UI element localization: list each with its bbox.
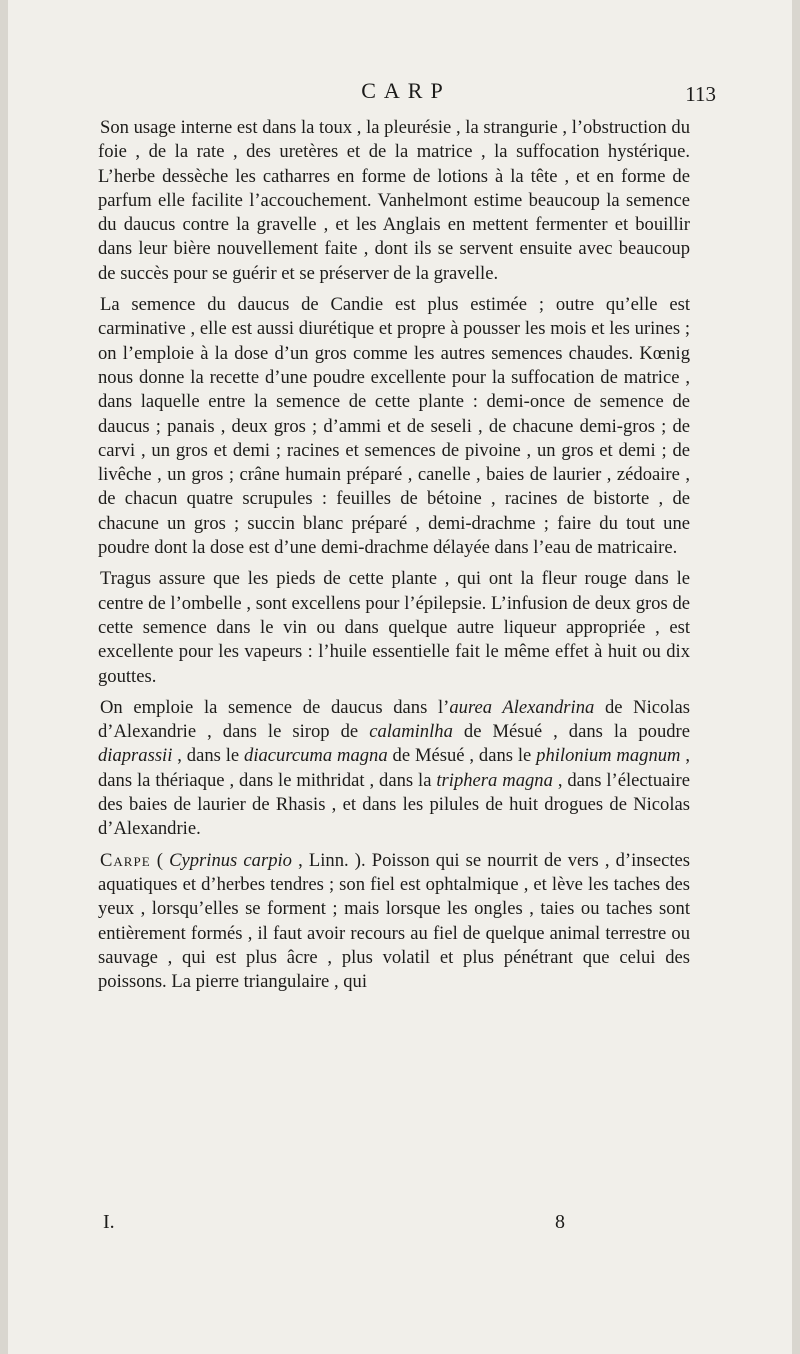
page-number: 113	[685, 82, 716, 106]
signature-mark-left: I.	[103, 1211, 115, 1233]
italic-term: Cyprinus carpio	[169, 849, 292, 871]
paragraph-4	[98, 696, 690, 842]
text-run: , dans la thériaque , dans le mithridat , dans la	[98, 745, 690, 791]
book-page	[8, 0, 792, 1354]
text-run: (	[150, 849, 170, 871]
text-run: de Nicolas d’Alexandrie , dans le sirop de	[98, 696, 690, 743]
italic-term: philonium magnum	[536, 745, 681, 767]
paragraph-1: Son usage interne est dans la toux , la pleurésie , la strangurie , l’obstruction du foie , de la rate , des uretères et de la matrice , la suffocation hystérique. L’herbe dessèche les catharres en forme de lotions à la tête , et en forme de parfum elle facilite l’accouchement. Vanhelmont estime beaucoup la semence du daucus contre la gravelle , et les Anglais en mettent fermenter et bouillir dans leur bière nouvellement faite , dont ils se servent ensuite avec beaucoup de succès pour se guérir et se préserver de la gravelle.	[98, 117, 690, 284]
text-run: , dans l’électuaire des baies de laurier de Rhasis , et dans les pilules de huit drogues de Nicolas d’Alexandrie.	[98, 769, 691, 840]
text-run: On emploie la semence de daucus dans l’	[100, 696, 450, 718]
italic-term: diaprassii	[98, 745, 173, 767]
signature-mark-right: 8	[555, 1211, 565, 1233]
text-run: de Mésué , dans la poudre	[452, 721, 690, 743]
running-head: CARP	[361, 78, 451, 103]
italic-term: triphera magna	[436, 769, 553, 791]
italic-term: diacurcuma magna	[244, 745, 388, 767]
paragraph-3: Tragus assure que les pieds de cette plante , qui ont la fleur rouge dans le centre de l’ombelle , sont excellens pour l’épilepsie. L’infusion de deux gros de cette semence dans le vin ou dans quelque autre liqueur appropriée , est excellente pour les vapeurs : l’huile essentielle fait le même effet à huit ou dix gouttes.	[98, 568, 690, 687]
text-run: , dans le	[172, 745, 245, 767]
body-text	[98, 116, 690, 1001]
paragraph-5	[98, 849, 690, 995]
text-run: de Mésué , dans le	[387, 745, 537, 767]
page-header	[96, 78, 716, 118]
text-run: , Linn. ). Poisson qui se nourrit de vers , d’insectes aquatiques et d’herbes tendres ; son fiel est ophtalmique , et lève les taches des yeux , lorsqu’elles se forment ; mais lorsque les ongles , taies ou taches sont entièrement formés , il faut avoir recours au fiel de quelque animal terrestre ou sauvage , qui est plus âcre , plus volatil et plus pénétrant que celui des poissons. La pierre triangulaire , qui	[98, 849, 690, 993]
entry-headword: Carpe	[100, 849, 151, 871]
page-footer	[103, 1211, 643, 1239]
paragraph-2: La semence du daucus de Candie est plus estimée ; outre qu’elle est carminative , elle est aussi diurétique et propre à pousser les mois et les urines ; on l’emploie à la dose d’un gros comme les autres semences chaudes. Kœnig nous donne la recette d’une poudre excellente pour la suffocation de matrice , dans laquelle entre la semence de cette plante : demi-once de semence de daucus ; panais , deux gros ; d’ammi et de seseli , de chacune demi-gros ; de carvi , un gros et demi ; racines et semences de pivoine , un gros et demi ; de livêche , un gros ; crâne humain préparé , canelle , baies de laurier , zédoaire , de chacun quatre scrupules : feuilles de bétoine , racines de bistorte , de chacune un gros ; succin blanc préparé , demi-drachme ; faire du tout une poudre dont la dose est d’une demi-drachme délayée dans l’eau de matricaire.	[98, 294, 690, 559]
italic-term: aurea Alexandrina	[449, 696, 595, 718]
italic-term: calaminlha	[369, 721, 453, 743]
